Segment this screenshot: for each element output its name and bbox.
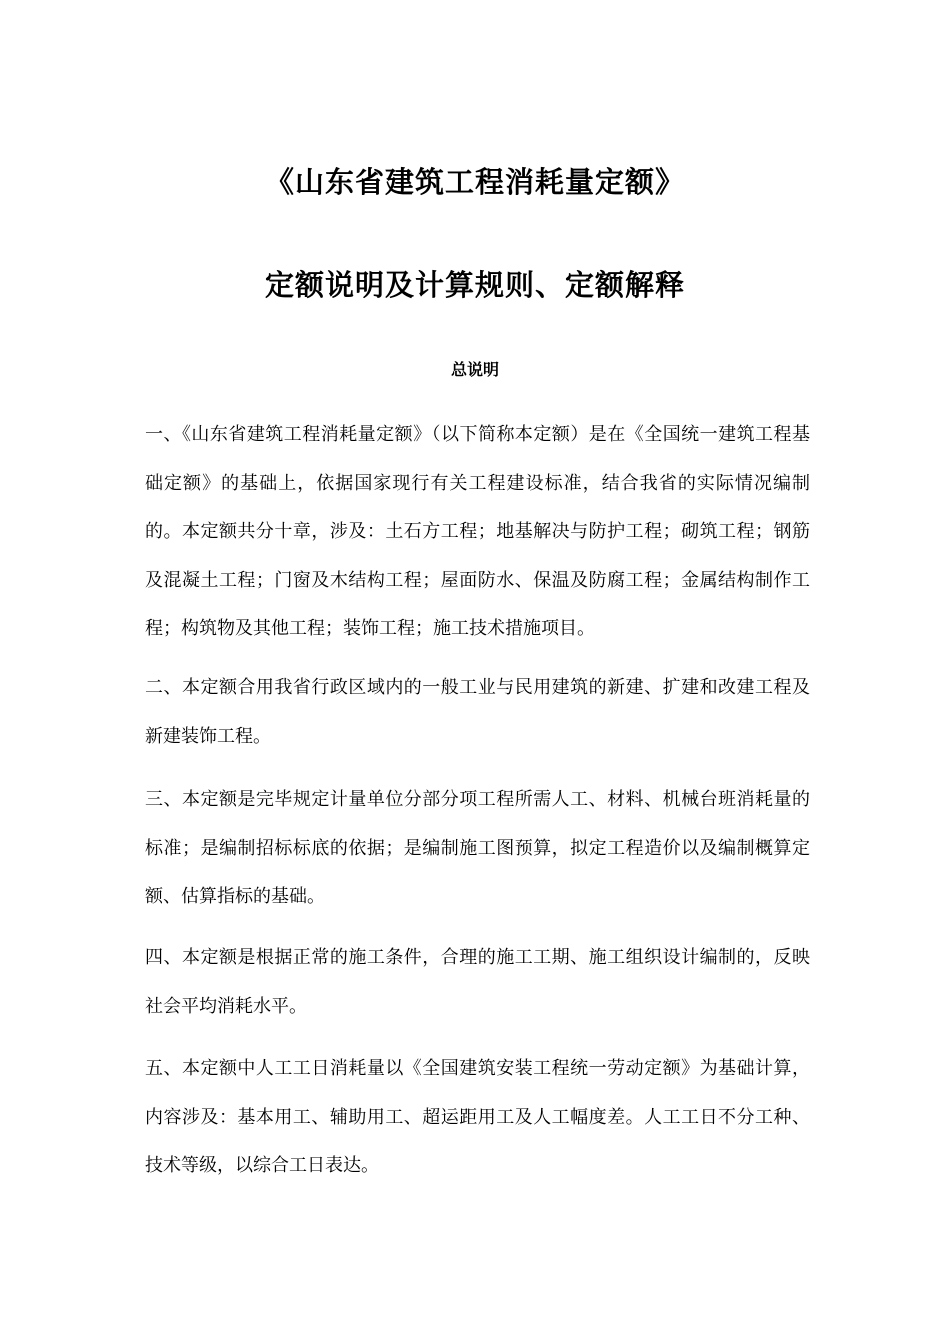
document-title: 《山东省建筑工程消耗量定额》 xyxy=(264,165,685,199)
paragraph-5: 五、本定额中人工工日消耗量以《全国建筑安装工程统一劳动定额》为基础计算，内容涉及：基本用工、辅助用工、超运距用工及人工幅度差。人工工日不分工种、技术等级，以综合工日表达。 xyxy=(145,1058,810,1176)
paragraph-4: 四、本定额是根据正常的施工条件，合理的施工工期、施工组织设计编制的，反映社会平均消耗水平。 xyxy=(145,947,810,1017)
document-subtitle: 定额说明及计算规则、定额解释 xyxy=(264,268,685,302)
paragraph-1: 一、《山东省建筑工程消耗量定额》（以下简称本定额）是在《全国统一建筑工程基础定额》的基础上，依据国家现行有关工程建设标准，结合我省的实际情况编制的。本定额共分十章，涉及：土石方工程；地基解决与防护工程；砌筑工程；钢筋及混凝土工程；门窗及木结构工程；屋面防水、保温及防腐工程；金属结构制作工程；构筑物及其他工程；装饰工程；施工技术措施项目。 xyxy=(145,424,810,639)
paragraph-3: 三、本定额是完毕规定计量单位分部分项工程所需人工、材料、机械台班消耗量的标准；是编制招标标底的依据；是编制施工图预算，拟定工程造价以及编制概算定额、估算指标的基础。 xyxy=(145,789,810,907)
paragraph-2: 二、本定额合用我省行政区域内的一般工业与民用建筑的新建、扩建和改建工程及新建装饰工程。 xyxy=(145,677,810,747)
section-heading: 总说明 xyxy=(450,360,499,379)
